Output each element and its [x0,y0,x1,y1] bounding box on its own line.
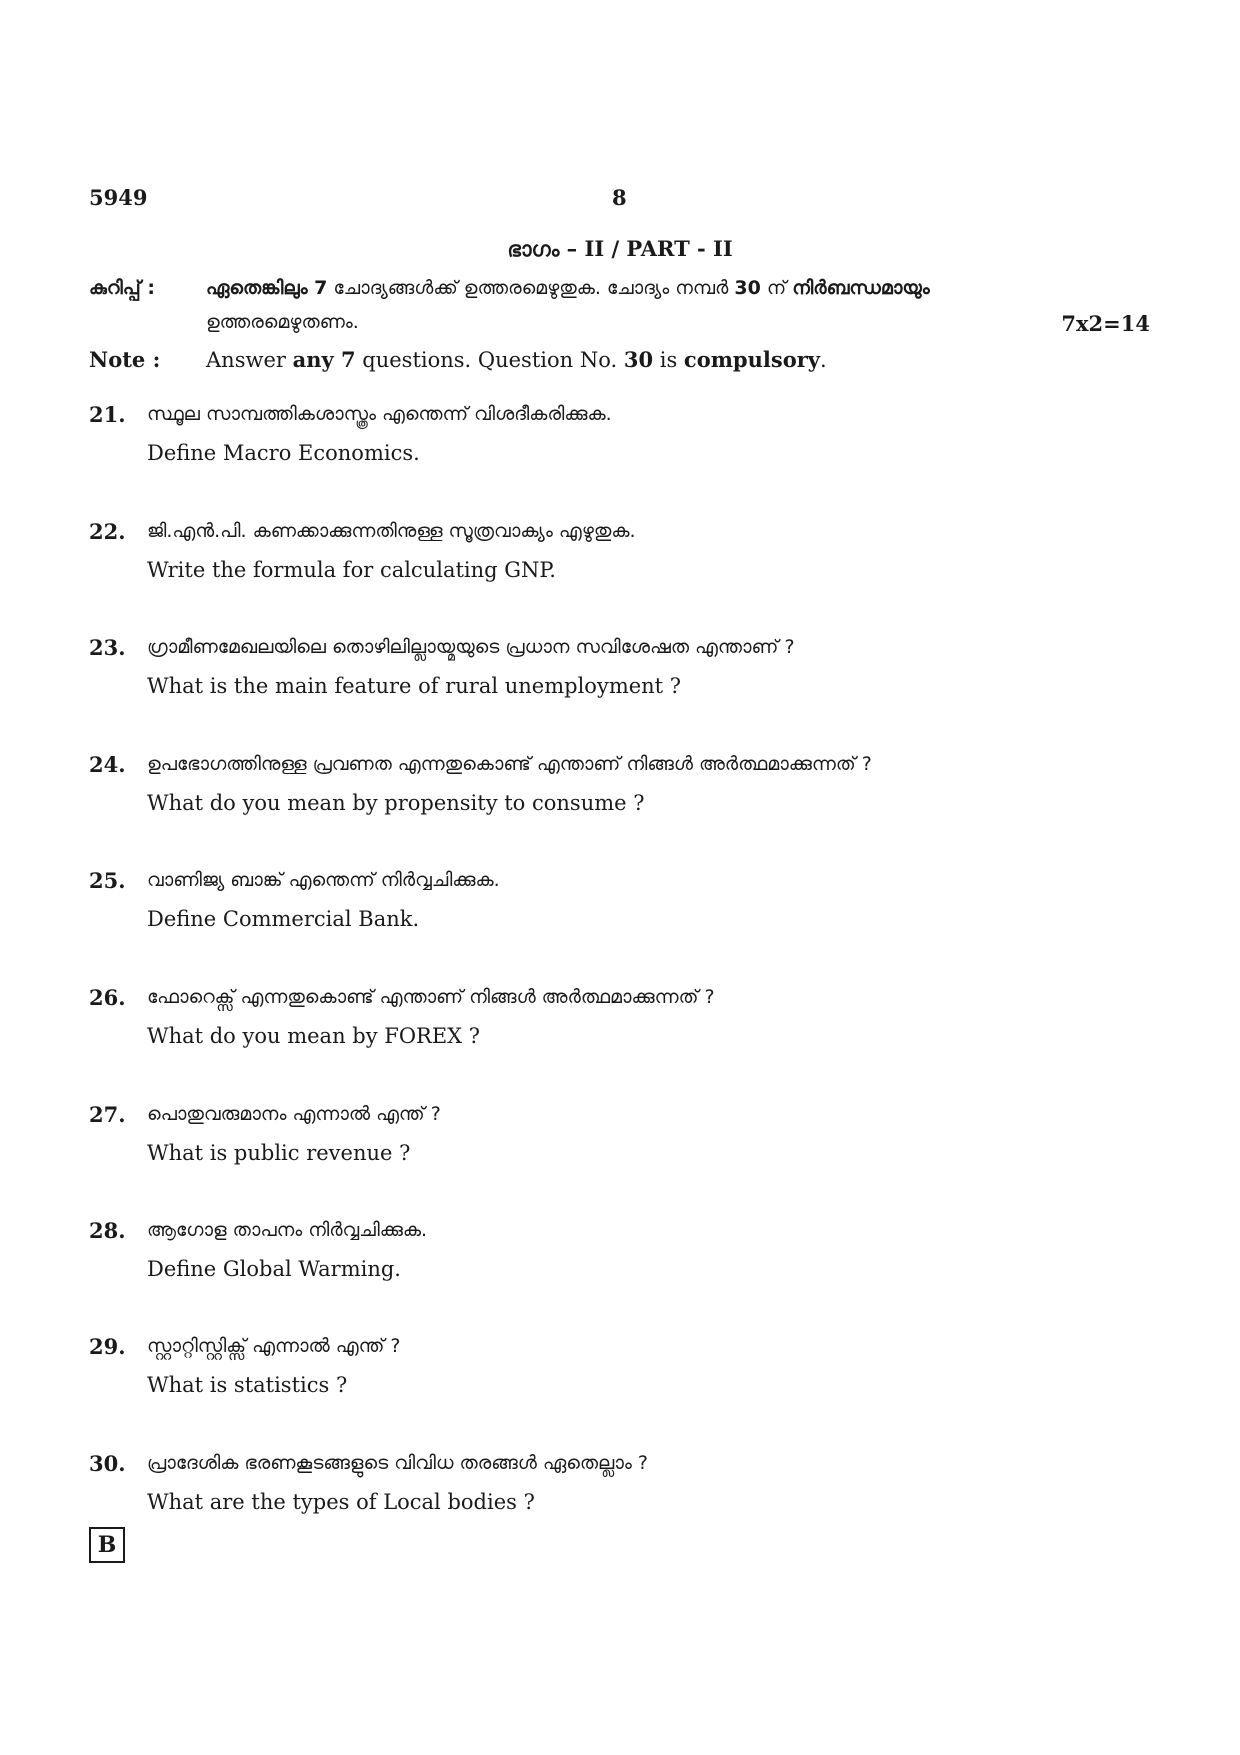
question-number: 24. [89,752,126,777]
note-en-t2: questions. Question No. [355,348,624,372]
question-ml: പൊതുവരുമാനം എന്നാൽ എന്ത് ? [147,1103,441,1125]
question-en: Write the formula for calculating GNP. [147,558,556,582]
question-ml: ഫോറെക്സ് എന്നതുകൊണ്ട് എന്താണ് നിങ്ങൾ അർത്ഥമാക്കുന്നത് ? [147,986,715,1008]
question-en: What do you mean by FOREX ? [147,1024,481,1048]
question-ml: സ്റ്റാറ്റിസ്റ്റിക്സ് എന്നാൽ എന്ത് ? [147,1335,401,1357]
note-ml-text: ചോദ്യങ്ങൾക്ക് ഉത്തരമെഴുതുക. ചോദ്യം നമ്പർ [327,277,735,299]
question-ml: ഗ്രാമീണമേഖലയിലെ തൊഴിലില്ലായ്മയുടെ പ്രധാന സവിശേഷത എന്താണ് ? [147,636,795,658]
question-number: 26. [89,985,126,1010]
note-ml-line2: ഉത്തരമെഴുതണം. [206,311,359,333]
question-number: 21. [89,402,126,427]
question-ml: പ്രാദേശിക ഭരണകൂടങ്ങളുടെ വിവിധ തരങ്ങൾ ഏതെല്ലാം ? [147,1452,648,1474]
question-number: 28. [89,1218,126,1243]
marks-scheme: 7x2=14 [1061,311,1150,336]
question-ml: സ്ഥൂല സാമ്പത്തികശാസ്ത്രം എന്തെന്ന് വിശദീകരിക്കുക. [147,403,612,425]
question-21 [0,402,1240,482]
question-22 [0,519,1240,599]
question-ml: വാണിജ്യ ബാങ്ക് എന്തെന്ന് നിർവ്വചിക്കുക. [147,869,500,891]
question-23 [0,635,1240,715]
question-29 [0,1334,1240,1414]
note-en-any7: any 7 [292,347,356,372]
question-25 [0,868,1240,948]
question-ml: ഉപഭോഗത്തിനുള്ള പ്രവണത എന്നതുകൊണ്ട് എന്താണ് നിങ്ങൾ അർത്ഥമാക്കുന്നത് ? [147,753,872,775]
question-en: What is public revenue ? [147,1141,411,1165]
note-en-label: Note : [89,347,161,372]
question-en: Define Commercial Bank. [147,907,420,931]
note-ml-text2: ന് [760,277,793,299]
note-ml-compulsory: നിർബന്ധമായും [792,277,930,299]
note-ml-label: കുറിപ്പ് : [89,277,155,299]
question-en: Define Macro Economics. [147,441,420,465]
question-number: 27. [89,1102,126,1127]
part-title: ഭാഗം – II / PART - II [507,236,733,261]
version-box: B [89,1527,125,1563]
question-ml: ആഗോള താപനം നിർവ്വചിക്കുക. [147,1219,428,1241]
note-en-text [206,347,827,372]
note-ml-line1 [206,277,930,299]
question-en: What are the types of Local bodies ? [147,1490,535,1514]
page-number: 8 [612,185,627,210]
note-en-t1: Answer [206,348,293,372]
question-26 [0,985,1240,1065]
question-en: What is the main feature of rural unemployment ? [147,674,682,698]
note-en-compulsory: compulsory [683,347,820,372]
question-number: 30. [89,1451,126,1476]
note-en-qnum: 30 [623,347,654,372]
note-ml-qnum: 30 [734,277,761,299]
question-number: 29. [89,1334,126,1359]
question-30 [0,1451,1240,1531]
note-en-t4: . [819,348,827,372]
question-number: 25. [89,868,126,893]
question-en: What is statistics ? [147,1373,348,1397]
note-ml-any7: ഏതെങ്കിലും 7 [206,277,328,299]
question-ml: ജി.എൻ.പി. കണക്കാക്കുന്നതിനുള്ള സൂത്രവാക്യം എഴുതുക. [147,520,636,542]
question-en: Define Global Warming. [147,1257,401,1281]
question-27 [0,1102,1240,1182]
note-en-t3: is [653,348,684,372]
question-number: 22. [89,519,126,544]
question-28 [0,1218,1240,1298]
question-number: 23. [89,635,126,660]
question-24 [0,752,1240,832]
question-en: What do you mean by propensity to consume ? [147,791,645,815]
paper-code: 5949 [89,185,148,210]
